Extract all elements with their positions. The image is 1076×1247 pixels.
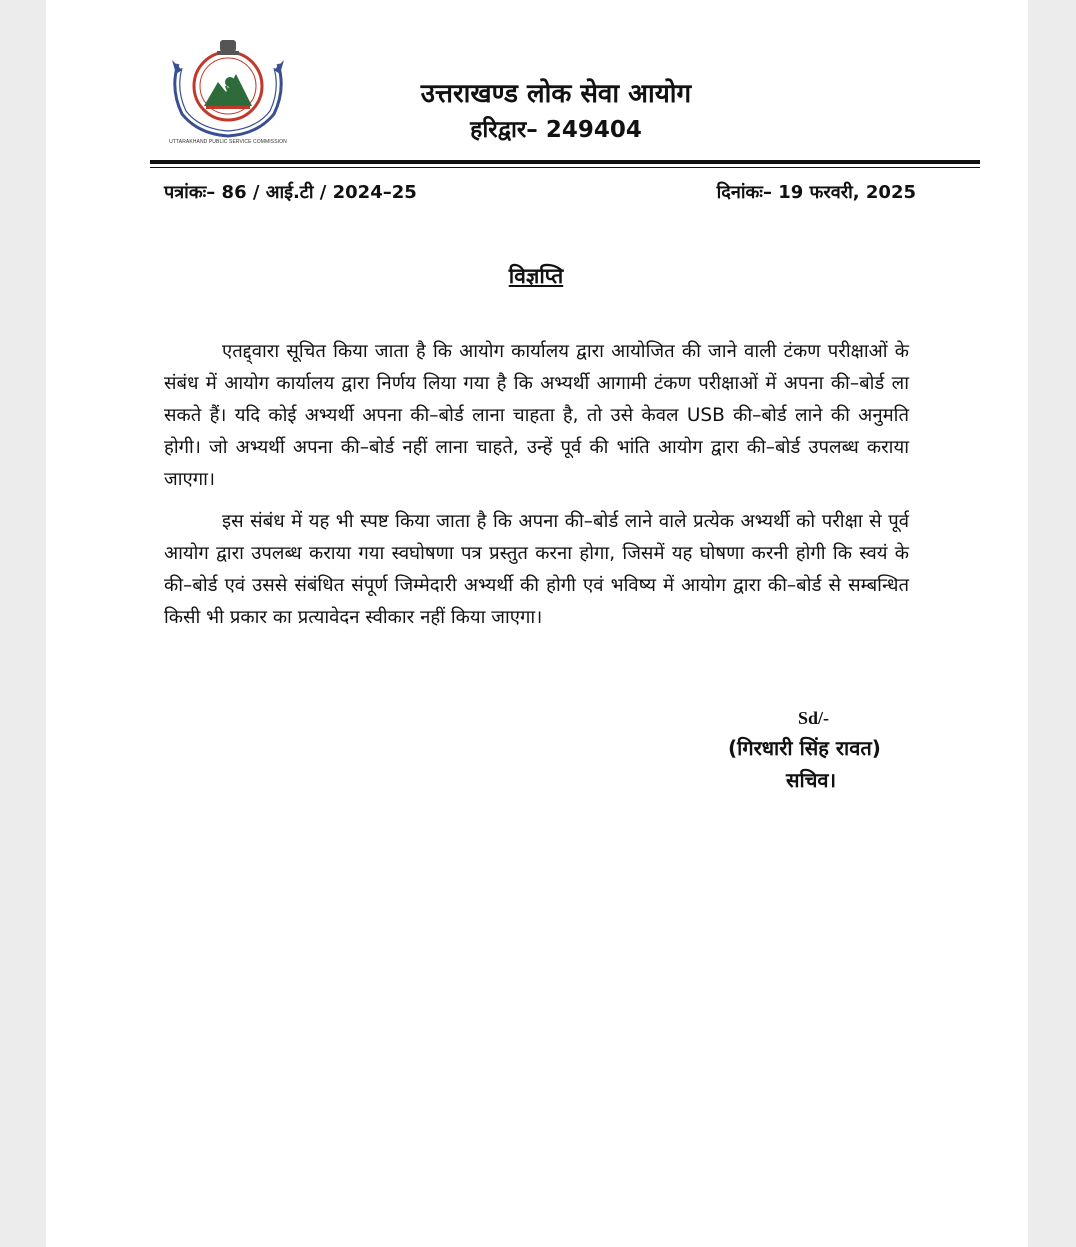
reference-line: [164, 180, 916, 204]
organization-city: हरिद्वार– 249404: [470, 117, 642, 143]
document-page: [46, 0, 1028, 1247]
commission-emblem-icon: [168, 34, 288, 148]
signatory-designation: सचिव।: [786, 768, 837, 792]
notice-paragraph: एतद्द्वारा सूचित किया जाता है कि आयोग कार्यालय द्वारा आयोजित की जाने वाली टंकण परीक्षाओं के संबंध में आयोग कार्यालय द्वारा निर्णय लिया गया है कि अभ्यर्थी आगामी टंकण परीक्षाओं में अपना की–बोर्ड ला सकते हैं। यदि कोई अभ्यर्थी अपना की–बोर्ड लाना चाहता है, तो उसे केवल USB की–बोर्ड लाने की अनुमति होगी। जो अभ्यर्थी अपना की–बोर्ड नहीं लाना चाहते, उन्हें पूर्व की भांति आयोग द्वारा की–बोर्ड उपलब्ध कराया जाएगा।: [164, 341, 909, 490]
letter-date: दिनांकः– 19 फरवरी, 2025: [716, 182, 916, 203]
header-divider-thin: [150, 167, 980, 168]
organization-name: उत्तराखण्ड लोक सेवा आयोग: [420, 79, 692, 109]
notice-paragraph: इस संबंध में यह भी स्पष्ट किया जाता है कि अपना की–बोर्ड लाने वाले प्रत्येक अभ्यर्थी को परीक्षा से पूर्व आयोग द्वारा उपलब्ध कराया गया स्वघोषणा पत्र प्रस्तुत करना होगा, जिसमें यह घोषणा करनी होगी कि स्वयं के की–बोर्ड एवं उससे संबंधित संपूर्ण जिम्मेदारी अभ्यर्थी की होगी एवं भविष्य में आयोग द्वारा की–बोर्ड से सम्बन्धित किसी भी प्रकार का प्रत्यावेदन स्वीकार नहीं किया जाएगा।: [164, 511, 909, 628]
notice-body: [164, 336, 909, 644]
letter-number: पत्रांकः– 86 / आई.टी / 2024–25: [164, 182, 417, 203]
notice-title: विज्ञप्ति: [508, 264, 564, 288]
header-divider: [150, 160, 980, 164]
signed-mark: Sd/-: [798, 708, 830, 728]
emblem-caption: UTTARAKHAND PUBLIC SERVICE COMMISSION: [169, 139, 287, 145]
signatory-name: (गिरधारी सिंह रावत): [728, 736, 881, 760]
